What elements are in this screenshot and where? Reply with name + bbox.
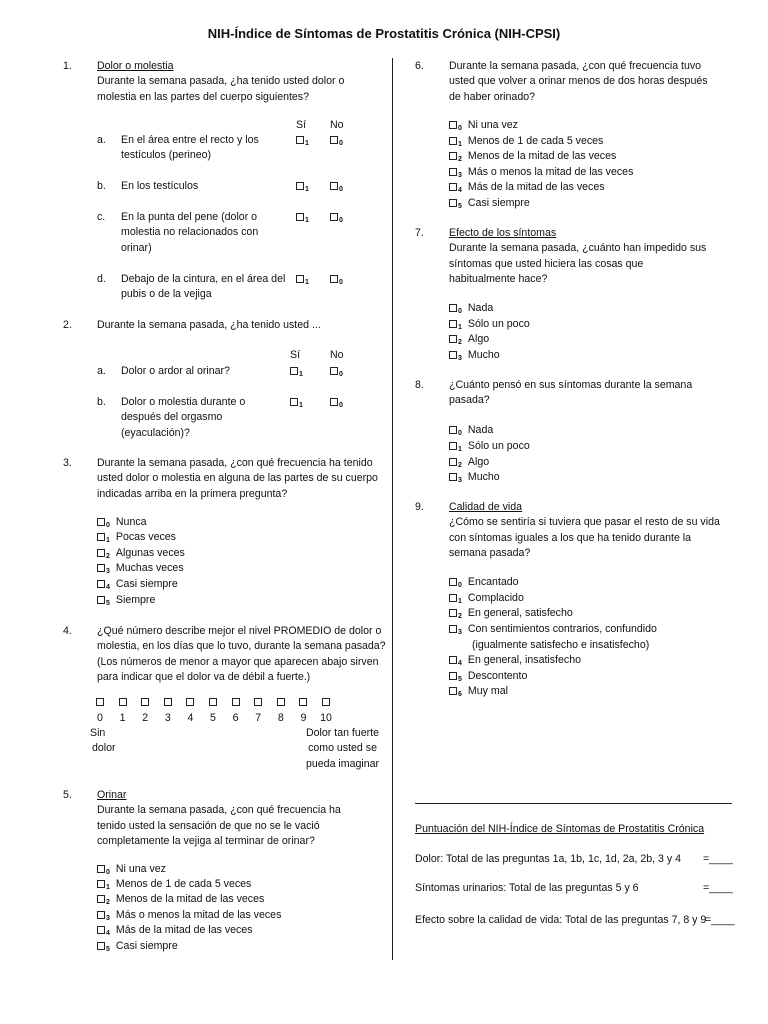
question-number: 9. bbox=[415, 501, 424, 513]
scoring-heading: Puntuación del NIH-Índice de Síntomas de Prostatitis Crónica bbox=[415, 823, 705, 835]
checkbox-icon[interactable] bbox=[97, 895, 105, 903]
checkbox-icon[interactable] bbox=[449, 335, 457, 343]
item-letter: a. bbox=[97, 365, 106, 377]
checkbox-yes[interactable] bbox=[290, 364, 303, 382]
scale-number: 2 bbox=[142, 712, 149, 724]
question-text-line: ¿Cuánto pensó en sus síntomas durante la semana bbox=[449, 379, 693, 391]
checkbox-icon[interactable] bbox=[449, 168, 457, 176]
question-number: 8. bbox=[415, 379, 424, 391]
scale-number: 3 bbox=[164, 712, 171, 724]
option-label: Descontento bbox=[467, 670, 528, 682]
checkbox-icon[interactable] bbox=[449, 183, 457, 191]
score-value: 2 bbox=[458, 156, 462, 163]
scale-checkbox-icon[interactable] bbox=[119, 698, 127, 706]
checkbox-icon[interactable] bbox=[449, 687, 457, 695]
question-text-line: molestia en las partes del cuerpo siguientes? bbox=[97, 90, 309, 103]
checkbox-icon[interactable] bbox=[449, 473, 457, 481]
checkbox-icon[interactable] bbox=[290, 367, 298, 375]
checkbox-icon[interactable] bbox=[296, 213, 304, 221]
checkbox-icon[interactable] bbox=[449, 351, 457, 359]
question-number: 7. bbox=[415, 227, 424, 239]
option-label: Menos de 1 de cada 5 veces bbox=[115, 878, 252, 890]
option-label: Nunca bbox=[115, 516, 147, 528]
scale-checkbox-icon[interactable] bbox=[299, 698, 307, 706]
checkbox-icon[interactable] bbox=[449, 304, 457, 312]
checkbox-icon[interactable] bbox=[449, 121, 457, 129]
item-text: En los testículos bbox=[121, 180, 199, 192]
checkbox-icon[interactable] bbox=[330, 275, 338, 283]
checkbox-icon[interactable] bbox=[97, 880, 105, 888]
option-label: Complacido bbox=[467, 592, 524, 604]
score-value: 3 bbox=[458, 629, 462, 636]
checkbox-icon[interactable] bbox=[449, 578, 457, 586]
question-text-line: indicadas arriba en la primera pregunta? bbox=[97, 487, 288, 500]
scoring-label-urinary: Síntomas urinarios: Total de las preguntas 5 y 6 bbox=[415, 882, 639, 894]
score-value: 1 bbox=[458, 598, 462, 605]
page-title: NIH-Índice de Síntomas de Prostatitis Crónica (NIH-CPSI) bbox=[207, 26, 561, 41]
checkbox-icon[interactable] bbox=[97, 911, 105, 919]
checkbox-icon[interactable] bbox=[97, 549, 105, 557]
score-value: 0 bbox=[106, 522, 110, 529]
score-value: 4 bbox=[106, 584, 110, 591]
pain-scale bbox=[95, 698, 345, 728]
option[interactable] bbox=[449, 348, 500, 366]
score-value: 3 bbox=[458, 172, 462, 179]
item-text-line: testículos (perineo) bbox=[121, 149, 212, 162]
question-text-line: ¿Qué número describe mejor el nivel PROMEDIO de dolor o bbox=[97, 625, 382, 637]
option-label: Ni una vez bbox=[467, 119, 518, 131]
checkbox-icon[interactable] bbox=[449, 199, 457, 207]
score-value: 2 bbox=[458, 613, 462, 620]
question-text-line: semana pasada? bbox=[449, 547, 531, 560]
checkbox-yes[interactable] bbox=[296, 179, 309, 197]
item-text-line: orinar) bbox=[121, 241, 152, 254]
checkbox-icon[interactable] bbox=[449, 442, 457, 450]
option-label: Mucho bbox=[467, 471, 500, 483]
question-text-line: ¿Cómo se sentiría si tuviera que pasar el resto de su vida bbox=[449, 516, 720, 529]
scale-low-label-line: Sin bbox=[90, 727, 106, 739]
score-value: 0 bbox=[339, 402, 343, 409]
score-value: 1 bbox=[305, 279, 309, 286]
item-letter: b. bbox=[97, 396, 106, 408]
score-value: 4 bbox=[458, 660, 462, 667]
question-text-line: completamente la vejiga al terminar de orinar? bbox=[97, 835, 315, 848]
option-label: Muy mal bbox=[467, 685, 508, 697]
checkbox-icon[interactable] bbox=[449, 426, 457, 434]
scale-number: 6 bbox=[232, 712, 239, 724]
score-value: 0 bbox=[458, 308, 462, 315]
scale-number: 4 bbox=[187, 712, 194, 724]
checkbox-icon[interactable] bbox=[97, 926, 105, 934]
item-text-line: Dolor o molestia durante o bbox=[121, 396, 246, 408]
question-number: 3. bbox=[63, 457, 72, 469]
option-label: En general, satisfecho bbox=[467, 607, 573, 619]
scale-checkbox-icon[interactable] bbox=[141, 698, 149, 706]
checkbox-no[interactable] bbox=[330, 179, 343, 197]
scoring-separator bbox=[415, 803, 732, 804]
option-label: Nada bbox=[467, 302, 494, 314]
checkbox-no[interactable] bbox=[330, 395, 343, 413]
question-text-line: Durante la semana pasada, ¿con qué frecuencia ha tenido bbox=[97, 457, 373, 469]
score-value: 3 bbox=[458, 355, 462, 362]
scale-number: 8 bbox=[277, 712, 284, 724]
option-label: Mucho bbox=[467, 349, 500, 361]
scoring-label-pain: Dolor: Total de las preguntas 1a, 1b, 1c, 1d, 2a, 2b, 3 y 4 bbox=[415, 853, 681, 865]
checkbox-yes[interactable] bbox=[296, 272, 309, 290]
checkbox-no[interactable] bbox=[330, 210, 343, 228]
scale-number: 1 bbox=[119, 712, 126, 724]
score-value: 1 bbox=[458, 141, 462, 148]
option-label: Más de la mitad de las veces bbox=[467, 181, 605, 193]
score-value: 2 bbox=[106, 553, 110, 560]
checkbox-icon[interactable] bbox=[330, 213, 338, 221]
question-text-line: síntomas que usted hiciera las cosas que bbox=[449, 257, 644, 270]
question-text-line: tenido usted la sensación de que no se le vació bbox=[97, 819, 320, 832]
col-header-no: No bbox=[330, 349, 344, 361]
option-label: Más o menos la mitad de las veces bbox=[115, 909, 282, 921]
option-continuation: (igualmente satisfecho e insatisfecho) bbox=[472, 639, 650, 651]
score-value: 1 bbox=[305, 217, 309, 224]
score-value: 2 bbox=[458, 462, 462, 469]
option[interactable] bbox=[449, 196, 530, 214]
scale-checkbox-icon[interactable] bbox=[96, 698, 104, 706]
option-label: Pocas veces bbox=[115, 531, 176, 543]
scale-checkbox-icon[interactable] bbox=[254, 698, 262, 706]
score-value: 0 bbox=[458, 125, 462, 132]
option[interactable] bbox=[449, 684, 508, 702]
scale-checkbox-icon[interactable] bbox=[164, 698, 172, 706]
item-letter: b. bbox=[97, 180, 106, 192]
item-text: Dolor o ardor al orinar? bbox=[121, 365, 230, 377]
score-value: 3 bbox=[106, 915, 110, 922]
question-text-line: (Los números de menor a mayor que aparecen abajo sirven bbox=[97, 655, 379, 668]
option-label: Algunas veces bbox=[115, 547, 185, 559]
question-text-line: habitualmente hace? bbox=[449, 273, 548, 286]
score-value: 1 bbox=[299, 371, 303, 378]
section-heading: Efecto de los síntomas bbox=[449, 227, 557, 239]
checkbox-icon[interactable] bbox=[449, 656, 457, 664]
score-value: 0 bbox=[458, 430, 462, 437]
score-value: 0 bbox=[106, 869, 110, 876]
option[interactable] bbox=[97, 593, 155, 611]
option-label: Sólo un poco bbox=[467, 318, 530, 330]
score-value: 5 bbox=[458, 203, 462, 210]
option-label: En general, insatisfecho bbox=[467, 654, 581, 666]
section-heading: Orinar bbox=[97, 789, 127, 801]
scoring-blank-pain[interactable]: =____ bbox=[703, 853, 733, 865]
question-text-line: Durante la semana pasada, ¿con qué frecuencia ha bbox=[97, 804, 341, 817]
checkbox-yes[interactable] bbox=[290, 395, 303, 413]
score-value: 1 bbox=[458, 446, 462, 453]
option-label: Con sentimientos contrarios, confundido bbox=[467, 623, 657, 635]
item-text bbox=[121, 133, 259, 164]
scoring-label-quality: Efecto sobre la calidad de vida: Total de las preguntas 7, 8 y 9 bbox=[415, 914, 707, 926]
score-value: 0 bbox=[339, 186, 343, 193]
score-value: 3 bbox=[106, 568, 110, 575]
item-text-line: pubis o de la vejiga bbox=[121, 288, 212, 301]
checkbox-icon[interactable] bbox=[330, 136, 338, 144]
item-text-line: Debajo de la cintura, en el área del bbox=[121, 273, 286, 285]
checkbox-icon[interactable] bbox=[97, 942, 105, 950]
question-text: Durante la semana pasada, ¿ha tenido usted ... bbox=[97, 319, 321, 331]
scale-high-label-line: Dolor tan fuerte bbox=[306, 727, 380, 739]
item-text-line: después del orgasmo bbox=[121, 411, 223, 424]
checkbox-icon[interactable] bbox=[330, 398, 338, 406]
question-text-line: molestia, en los días que lo tuvo, durante la semana pasada? bbox=[97, 640, 386, 653]
score-value: 1 bbox=[106, 537, 110, 544]
scale-high-label-line: como usted se bbox=[308, 742, 377, 755]
checkbox-icon[interactable] bbox=[330, 367, 338, 375]
checkbox-icon[interactable] bbox=[97, 533, 105, 541]
option-label: Siempre bbox=[115, 594, 156, 606]
item-text bbox=[121, 272, 285, 303]
question-number: 5. bbox=[63, 789, 72, 801]
score-value: 3 bbox=[458, 477, 462, 484]
item-letter: d. bbox=[97, 273, 106, 285]
section-heading: Dolor o molestia bbox=[97, 60, 174, 72]
checkbox-icon[interactable] bbox=[296, 182, 304, 190]
score-value: 2 bbox=[458, 339, 462, 346]
checkbox-icon[interactable] bbox=[449, 609, 457, 617]
option-label: Encantado bbox=[467, 576, 519, 588]
checkbox-icon[interactable] bbox=[97, 580, 105, 588]
scale-number: 9 bbox=[300, 712, 307, 724]
item-text bbox=[121, 210, 258, 256]
question-number: 4. bbox=[63, 625, 72, 637]
checkbox-yes[interactable] bbox=[296, 133, 309, 151]
question-text-line: Durante la semana pasada, ¿con qué frecuencia tuvo bbox=[449, 60, 702, 72]
item-text-line: En el área entre el recto y los bbox=[121, 134, 259, 146]
column-divider bbox=[392, 58, 393, 960]
score-value: 5 bbox=[106, 946, 110, 953]
checkbox-icon[interactable] bbox=[97, 564, 105, 572]
question-text-line: para indicar que el dolor va de débil a fuerte.) bbox=[97, 671, 311, 684]
item-letter: a. bbox=[97, 134, 106, 146]
score-value: 5 bbox=[106, 600, 110, 607]
option-label: Ni una vez bbox=[115, 863, 166, 875]
question-text-line: con síntomas iguales a los que ha tenido durante la bbox=[449, 531, 692, 544]
score-value: 2 bbox=[106, 899, 110, 906]
option-label: Más de la mitad de las veces bbox=[115, 924, 253, 936]
col-header-no: No bbox=[330, 119, 344, 131]
scale-number: 0 bbox=[97, 712, 103, 724]
option-label: Casi siempre bbox=[467, 197, 530, 209]
score-value: 0 bbox=[339, 140, 343, 147]
score-value: 0 bbox=[339, 371, 343, 378]
col-header-yes: Sí bbox=[290, 349, 301, 361]
question-text-line: Durante la semana pasada, ¿cuánto han impedido sus bbox=[449, 242, 707, 255]
section-heading: Calidad de vida bbox=[449, 501, 523, 513]
score-value: 5 bbox=[458, 676, 462, 683]
scale-checkbox-icon[interactable] bbox=[277, 698, 285, 706]
checkbox-no[interactable] bbox=[330, 272, 343, 290]
scoring-blank-urinary[interactable]: =____ bbox=[703, 882, 733, 894]
question-number: 2. bbox=[63, 319, 72, 331]
question-text-line: de haber orinado? bbox=[449, 90, 535, 103]
checkbox-no[interactable] bbox=[330, 364, 343, 382]
score-value: 1 bbox=[106, 884, 110, 891]
option-label: Menos de 1 de cada 5 veces bbox=[467, 135, 604, 147]
item-text-line: molestia no relacionados con bbox=[121, 226, 259, 239]
question-text-line: usted dolor o molestia en alguna de las partes de su cuerpo bbox=[97, 472, 378, 485]
checkbox-icon[interactable] bbox=[97, 865, 105, 873]
scale-high-label-line: pueda imaginar bbox=[306, 757, 380, 770]
checkbox-icon[interactable] bbox=[449, 625, 457, 633]
score-value: 1 bbox=[299, 402, 303, 409]
scale-number: 7 bbox=[255, 712, 262, 724]
checkbox-icon[interactable] bbox=[296, 136, 304, 144]
score-value: 4 bbox=[106, 930, 110, 937]
scale-number: 5 bbox=[210, 712, 216, 724]
scale-low-label bbox=[90, 726, 116, 757]
item-text bbox=[121, 395, 245, 441]
scale-number: 10 bbox=[320, 712, 332, 724]
checkbox-icon[interactable] bbox=[449, 594, 457, 602]
score-value: 4 bbox=[458, 187, 462, 194]
option-label: Menos de la mitad de las veces bbox=[115, 893, 265, 905]
checkbox-icon[interactable] bbox=[290, 398, 298, 406]
checkbox-icon[interactable] bbox=[97, 518, 105, 526]
option-label: Menos de la mitad de las veces bbox=[467, 150, 617, 162]
scale-checkbox-icon[interactable] bbox=[209, 698, 217, 706]
scale-low-label-line: dolor bbox=[92, 742, 116, 755]
score-value: 0 bbox=[458, 582, 462, 589]
option-label: Sólo un poco bbox=[467, 440, 530, 452]
score-value: 0 bbox=[339, 217, 343, 224]
checkbox-no[interactable] bbox=[330, 133, 343, 151]
question-text-line: pasada? bbox=[449, 394, 490, 407]
scale-high-label bbox=[306, 726, 379, 772]
option-label: Nada bbox=[467, 424, 494, 436]
checkbox-icon[interactable] bbox=[449, 137, 457, 145]
checkbox-yes[interactable] bbox=[296, 210, 309, 228]
scale-checkbox-icon[interactable] bbox=[186, 698, 194, 706]
checkbox-icon[interactable] bbox=[449, 672, 457, 680]
question-number: 6. bbox=[415, 60, 424, 72]
checkbox-icon[interactable] bbox=[449, 152, 457, 160]
item-text-line: (eyaculación)? bbox=[121, 426, 190, 439]
score-value: 6 bbox=[458, 691, 462, 698]
question-text-line: usted que volver a orinar menos de dos horas después bbox=[449, 75, 708, 88]
col-header-yes: Sí bbox=[296, 119, 307, 131]
option[interactable] bbox=[449, 470, 500, 488]
checkbox-icon[interactable] bbox=[296, 275, 304, 283]
item-letter: c. bbox=[97, 211, 106, 223]
checkbox-icon[interactable] bbox=[449, 320, 457, 328]
option-label: Algo bbox=[467, 333, 490, 345]
checkbox-icon[interactable] bbox=[449, 458, 457, 466]
scale-checkbox-icon[interactable] bbox=[322, 698, 330, 706]
question-number: 1. bbox=[63, 60, 72, 72]
option-label: Muchas veces bbox=[115, 562, 184, 574]
option-label: Algo bbox=[467, 456, 490, 468]
scale-checkbox-icon[interactable] bbox=[232, 698, 240, 706]
score-value: 1 bbox=[305, 140, 309, 147]
score-value: 1 bbox=[458, 324, 462, 331]
score-value: 1 bbox=[305, 186, 309, 193]
checkbox-icon[interactable] bbox=[330, 182, 338, 190]
score-value: 0 bbox=[339, 279, 343, 286]
option-label: Casi siempre bbox=[115, 578, 178, 590]
scoring-blank-quality[interactable]: =____ bbox=[705, 914, 735, 926]
checkbox-icon[interactable] bbox=[97, 596, 105, 604]
option-label: Casi siempre bbox=[115, 940, 178, 952]
option[interactable] bbox=[97, 939, 178, 957]
question-text-line: Durante la semana pasada, ¿ha tenido usted dolor o bbox=[97, 75, 345, 88]
option-label: Más o menos la mitad de las veces bbox=[467, 166, 634, 178]
item-text-line: En la punta del pene (dolor o bbox=[121, 211, 258, 223]
